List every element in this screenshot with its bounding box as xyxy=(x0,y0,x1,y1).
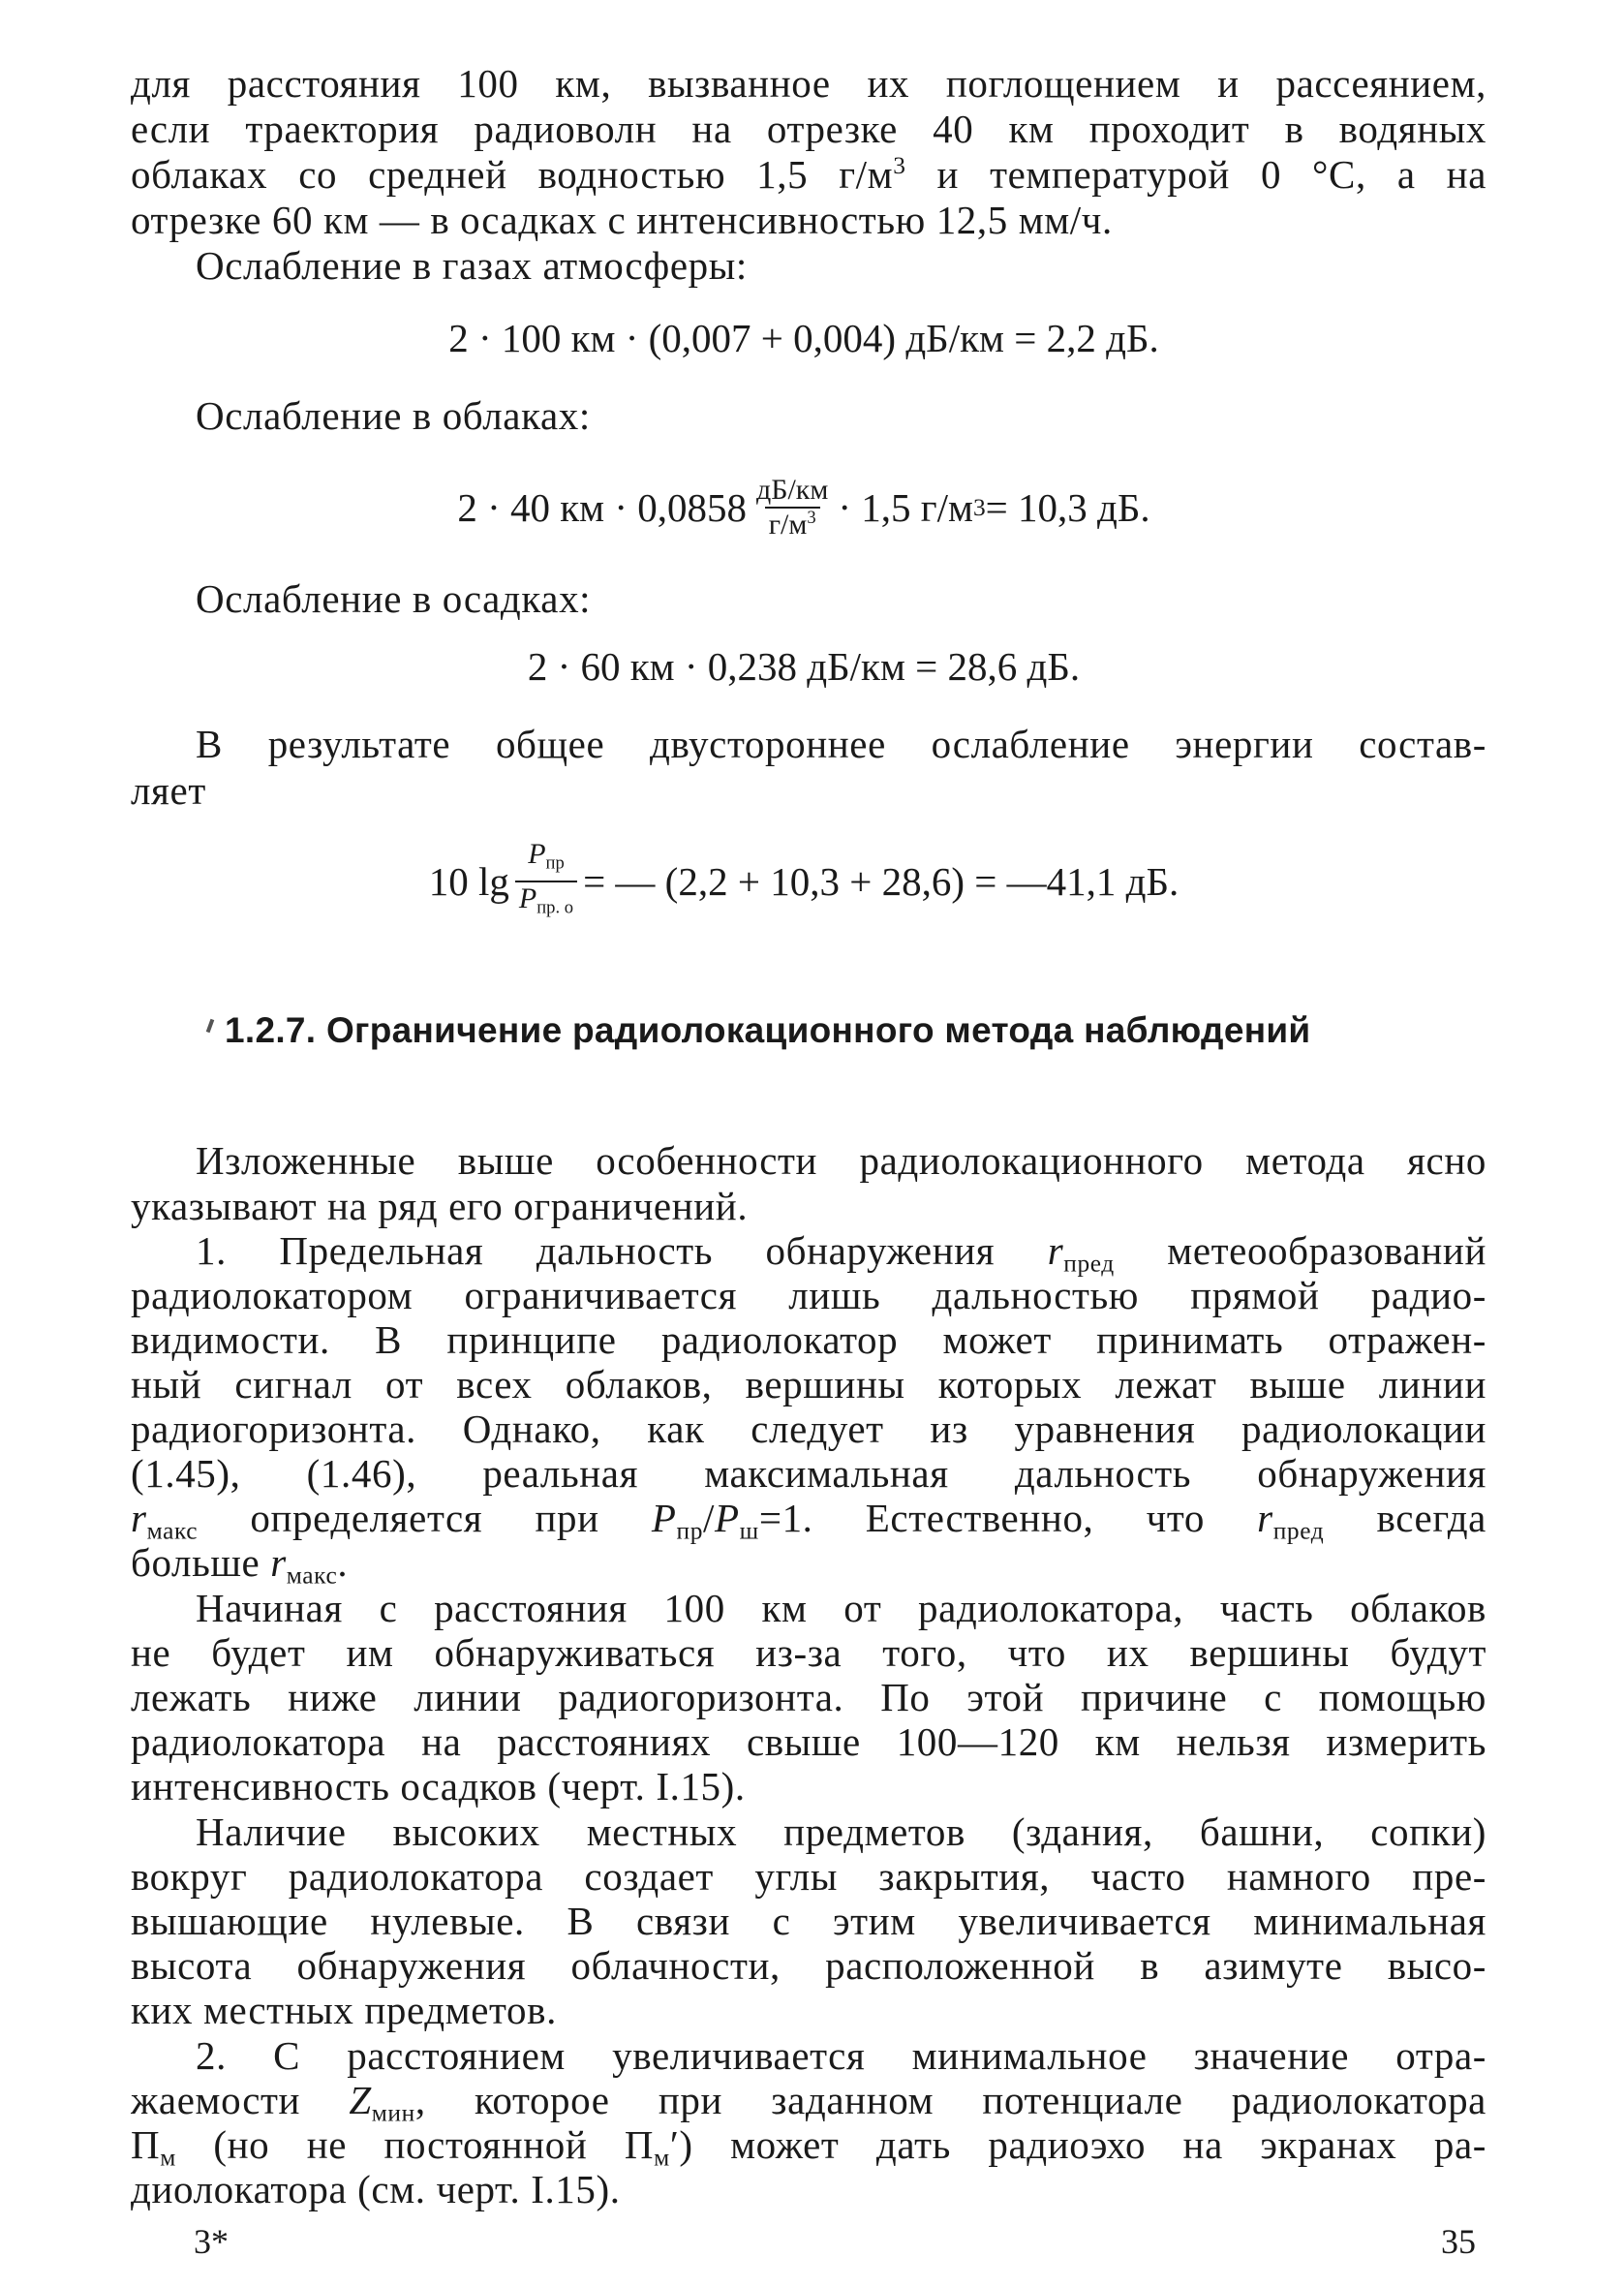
signature-mark: 3* xyxy=(194,2222,229,2261)
text-line: отрезке 60 км — в осадках с интенсивностью 12,5 мм/ч. xyxy=(131,198,1113,242)
text-line: Изложенные выше особенности радиолокационного метода ясно xyxy=(196,1138,1486,1183)
text-line: Начиная с расстояния 100 км от радиолокатора, часть облаков xyxy=(196,1586,1486,1630)
text-line: интенсивность осадков (черт. I.15). xyxy=(131,1764,746,1809)
text-line: указывают на ряд его ограничений. xyxy=(131,1184,749,1228)
text-line: жаемости $Z_{мин}$, которое при заданном потенциале радиолокатора xyxy=(131,2078,1486,2127)
page-number: 35 xyxy=(1441,2222,1476,2261)
text-line: вышающие нулевые. В связи с этим увеличивается минимальная xyxy=(131,1899,1486,1943)
text-line: 2. С расстоянием увеличивается минимальное значение отра- xyxy=(196,2033,1486,2078)
precip-formula: 2 · 60 км · 0,238 дБ/км = 28,6 дБ. xyxy=(527,644,1081,689)
text-line: ный сигнал от всех облаков, вершины которых лежат выше линии xyxy=(131,1362,1486,1407)
result-formula: 10 lg $\frac{P_{пр}}{P_{пр. о}}$ = — (2,2 + 10,3 + 28,6) = —41,1 дБ. xyxy=(126,835,1482,928)
text-line: не будет им обнаруживаться из-за того, что их вершины будут xyxy=(131,1630,1486,1675)
text-line: ляет xyxy=(131,768,206,813)
clouds-unit-fraction: $\frac{дБ/км}{г/м^3}$ xyxy=(755,474,829,541)
section-heading: 1.2.7. Ограничение радиолокационного метода наблюдений xyxy=(225,1010,1311,1050)
gases-formula: 2 · 100 км · (0,007 + 0,004) дБ/км = 2,2 дБ. xyxy=(448,316,1159,360)
text-line: радиогоризонта. Однако, как следует из уравнения радиолокации xyxy=(131,1407,1486,1451)
text-line: видимости. В принципе радиолокатор может принимать отражен- xyxy=(131,1317,1486,1362)
power-ratio-fraction: $\frac{P_{пр}}{P_{пр. о}}$ xyxy=(515,838,577,924)
text-line: вокруг радиолокатора создает углы закрытия, часто намного пре- xyxy=(131,1854,1486,1899)
text-line: больше $r_{макс}$. xyxy=(131,1540,349,1590)
text-line: радиолокатора на расстояниях свыше 100—120 км нельзя измерить xyxy=(131,1719,1486,1764)
clouds-formula: 2 · 40 км · 0,0858 $\frac{дБ/км}{г/м^3}$ · 1,5 г/м 3 = 10,3 дБ. xyxy=(457,474,1150,541)
text-line: радиолокатором ограничивается лишь дальностью прямой радио- xyxy=(131,1273,1486,1317)
text-line: В результате общее двустороннее ослабление энергии состав- xyxy=(196,722,1486,766)
text-line: ких местных предметов. xyxy=(131,1988,557,2032)
text-line: высота обнаружения облачности, расположенной в азимуте высо- xyxy=(131,1943,1486,1988)
text-line: (1.45), (1.46), реальная максимальная дальность обнаружения xyxy=(131,1451,1486,1496)
margin-mark xyxy=(206,1019,215,1034)
gases-label: Ослабление в газах атмосферы: xyxy=(196,243,748,288)
text-line: лежать ниже линии радиогоризонта. По этой причине с помощью xyxy=(131,1675,1486,1719)
text-line: Наличие высоких местных предметов (здания, башни, сопки) xyxy=(196,1809,1486,1854)
clouds-label: Ослабление в облаках: xyxy=(196,393,591,438)
text-line: $r_{макс}$ определяется при $P_{пр}/P_ш=1$. Естественно, что $r_{пред}$ всегда xyxy=(131,1496,1486,1545)
text-line: облаках со средней водностью 1,5 $г/м^3$ и температурой 0 °С, а на xyxy=(131,151,1486,197)
text-line: для расстояния 100 км, вызванное их поглощением и рассеянием, xyxy=(131,61,1486,106)
text-line: диолокатора (см. черт. I.15). xyxy=(131,2167,621,2211)
text-line: $П_м$ (но не постоянной $П_м'$) может дать радиоэхо на экранах ра- xyxy=(131,2122,1486,2172)
text-line: если траектория радиоволн на отрезке 40 км проходит в водяных xyxy=(131,107,1486,151)
precip-label: Ослабление в осадках: xyxy=(196,576,592,621)
text-line: 1. Предельная дальность обнаружения $r_{пред}$ метеообразований xyxy=(196,1228,1486,1278)
